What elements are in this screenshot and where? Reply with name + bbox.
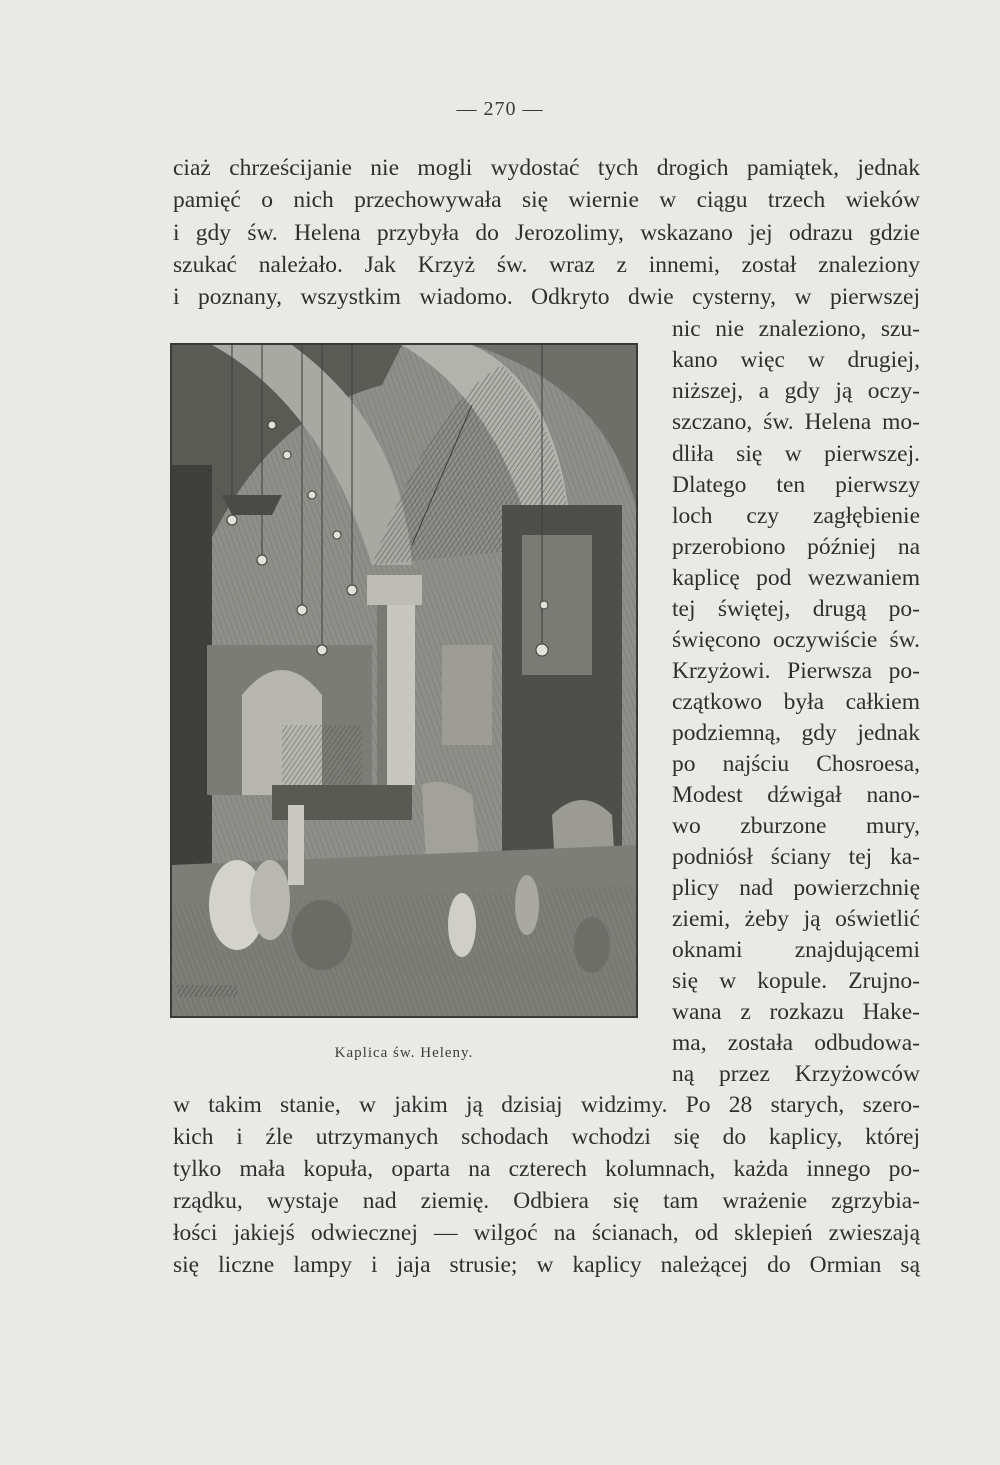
text-line: szczano, św. Helena mo- xyxy=(672,409,920,435)
text-line: loch czy zagłębienie xyxy=(672,503,920,529)
text-line: Krzyżowi. Pierwsza po- xyxy=(672,658,920,684)
page-number: — 270 — xyxy=(456,98,544,120)
figure-caption: Kaplica św. Heleny. xyxy=(334,1045,474,1061)
text-line: podziemną, gdy jednak xyxy=(672,720,920,746)
text-line: się w kopule. Zrujno- xyxy=(672,968,920,994)
chapel-illustration xyxy=(170,343,638,1018)
text-line: i poznany, wszystkim wiadomo. Odkryto dwie cysterny, w pierwszej xyxy=(173,284,920,310)
text-line: przerobiono później na xyxy=(672,534,920,560)
text-line: po najściu Chosroesa, xyxy=(672,751,920,777)
text-line: tej świętej, drugą po- xyxy=(672,596,920,622)
text-line: w takim stanie, w jakim ją dzisiaj widzimy. Po 28 starych, szero- xyxy=(173,1092,920,1118)
text-line: ną przez Krzyżowców xyxy=(672,1061,920,1087)
chapel-engraving xyxy=(172,345,636,1016)
text-line: się liczne lampy i jaja strusie; w kaplicy należącej do Ormian są xyxy=(173,1252,920,1278)
text-line: wo zburzone mury, xyxy=(672,813,920,839)
text-line: ciaż chrześcijanie nie mogli wydostać tych drogich pamiątek, jednak xyxy=(173,155,920,181)
text-line: święcono oczywiście św. xyxy=(672,627,920,653)
text-line: niższej, a gdy ją oczy- xyxy=(672,378,920,404)
text-line: czątkowo była całkiem xyxy=(672,689,920,715)
text-line: ma, została odbudowa- xyxy=(672,1030,920,1056)
text-line: plicy nad powierzchnię xyxy=(672,875,920,901)
text-line: kano więc w drugiej, xyxy=(672,347,920,373)
text-line: wana z rozkazu Hake- xyxy=(672,999,920,1025)
text-line: kaplicę pod wezwaniem xyxy=(672,565,920,591)
text-line: oknami znajdującemi xyxy=(672,937,920,963)
text-line: łości jakiejś odwiecznej — wilgoć na ścianach, od sklepień zwieszają xyxy=(173,1220,920,1246)
text-line: szukać należało. Jak Krzyż św. wraz z innemi, został znaleziony xyxy=(173,252,920,278)
text-line: podniósł ściany tej ka- xyxy=(672,844,920,870)
text-line: i gdy św. Helena przybyła do Jerozolimy, wskazano jej odrazu gdzie xyxy=(173,220,920,246)
text-line: kich i źle utrzymanych schodach wchodzi się do kaplicy, której xyxy=(173,1124,920,1150)
text-line: tylko mała kopuła, oparta na czterech kolumnach, każda innego po- xyxy=(173,1156,920,1182)
text-line: ziemi, żeby ją oświetlić xyxy=(672,906,920,932)
text-line: nic nie znaleziono, szu- xyxy=(672,316,920,342)
text-line: rządku, wystaje nad ziemię. Odbiera się tam wrażenie zgrzybia- xyxy=(173,1188,920,1214)
text-line: Dlatego ten pierwszy xyxy=(672,472,920,498)
text-line: Modest dźwigał nano- xyxy=(672,782,920,808)
text-line: dliła się w pierwszej. xyxy=(672,441,920,467)
text-line: pamięć o nich przechowywała się wiernie w ciągu trzech wieków xyxy=(173,187,920,213)
